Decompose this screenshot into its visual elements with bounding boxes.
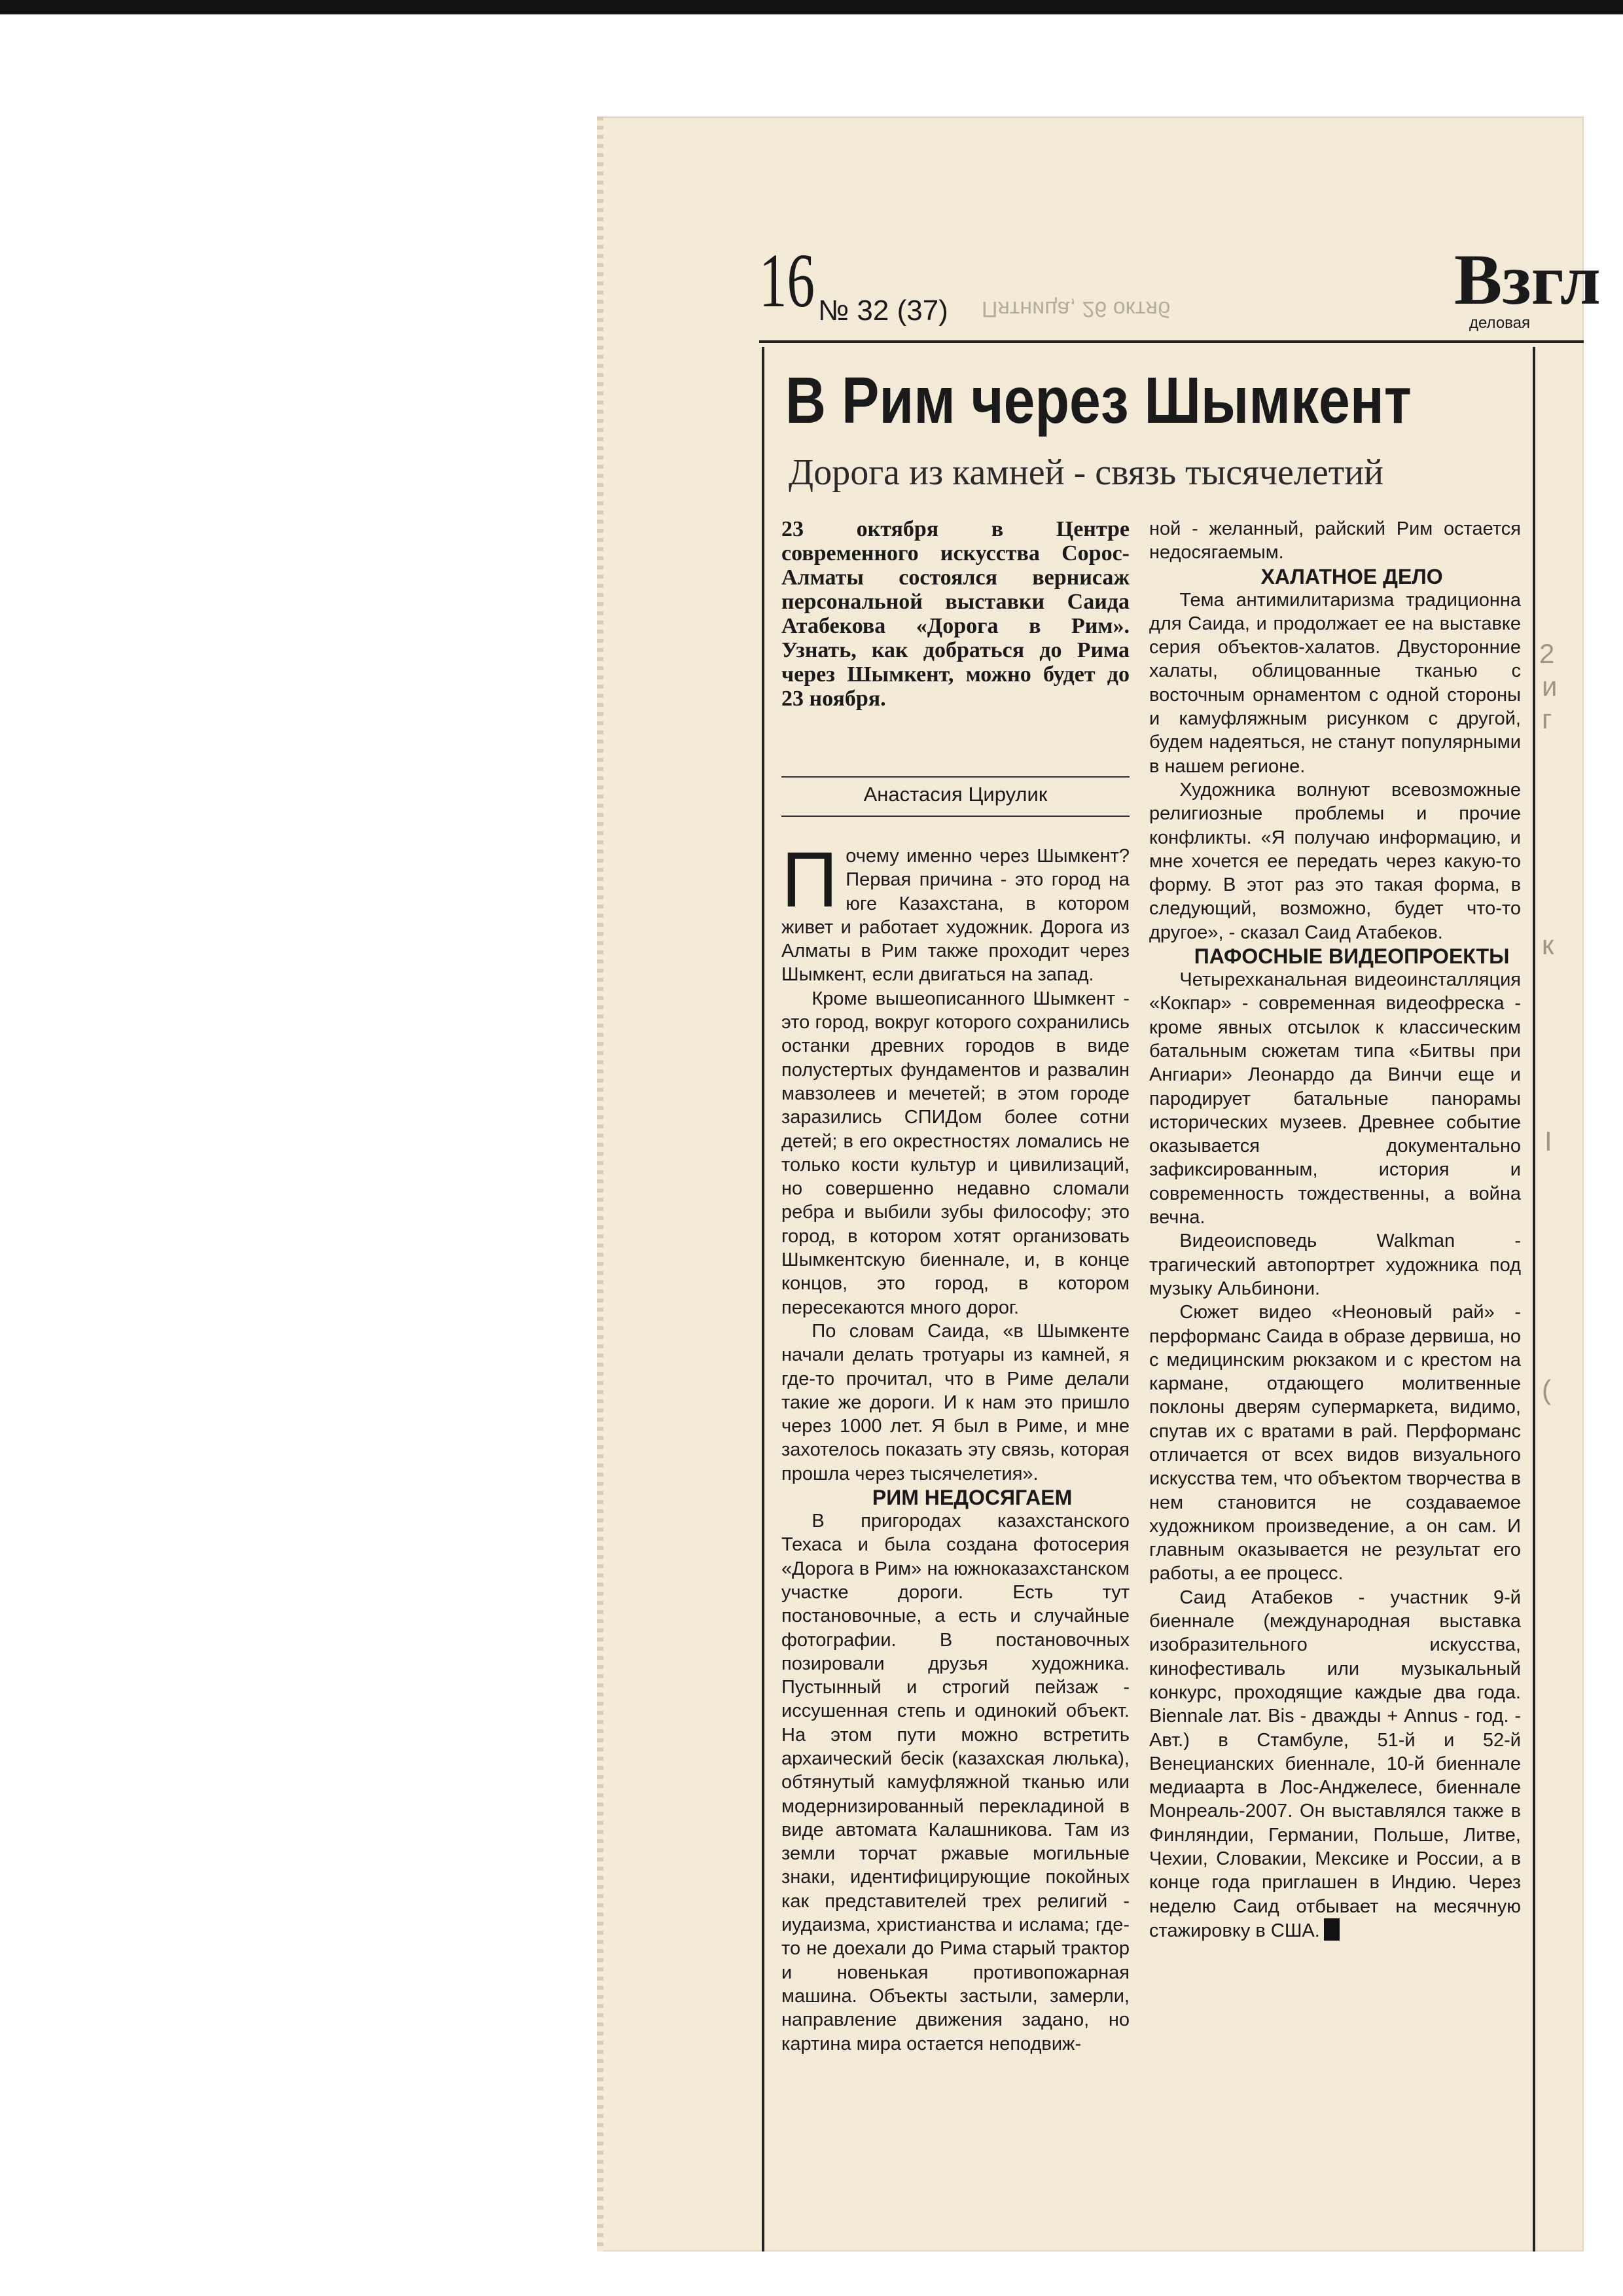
- paragraph: Кроме вышеописанного Шымкент - это город, вокруг которого сохранились останки древних городов в виде полустертых фундаментов и развалин мавзолеев и мечетей; в этом городе заразились СПИДом более сотни детей; в его окрестностях ломались не только кости культур и цивилизаций, но совершенно недавно сломали ребра и выбили зубы философу; это город, в котором хотят организовать Шымкентскую биеннале, и, в конце концов, это город, в котором пересекаются много дорог.: [781, 988, 1130, 1318]
- paragraph: Видеоисповедь Walkman - трагический автопортрет художника под музыку Альбинони.: [1149, 1230, 1521, 1299]
- left-column: [781, 836, 1130, 2056]
- end-mark: [1324, 1918, 1340, 1941]
- paragraph: ной - желанный, райский Рим остается недосягаемым.: [1149, 518, 1521, 564]
- paragraph: Саид Атабеков - участник 9-й биеннале (международная выставка изобразительного искусства, кинофестиваль или музыкальный конкурс, проходящие каждые два года. Biennale лат. Bis - дважды + Annus - год. - Авт.) в Стамбуле, 51-й и 52-й Венецианских биеннале, 10-й биеннале медиаарта в Лос-Анджелесе, биеннале Монреаль-2007. Он выставлялся также в Финляндии, Германии, Польше, Литве, Чехии, Словакии, Мексике и России, а в конце года приглашен в Индию. Через неделю Саид отбывает на месячную стажировку в США.: [1149, 1587, 1521, 1941]
- page-number: 16: [759, 238, 815, 323]
- right-column: [1149, 517, 1521, 1943]
- masthead-subtitle: деловая: [1469, 314, 1530, 332]
- section-heading: РИМ НЕДОСЯГАЕМ: [872, 1486, 1073, 1510]
- scan-top-border: [0, 0, 1623, 14]
- bleed-through-letter: (: [1542, 1374, 1551, 1405]
- subheadline: Дорога из камней - связь тысячелетий: [789, 452, 1384, 493]
- paragraph: Почему именно через Шымкент? Первая причина - это город на юге Казахстана, в котором живет и работает художник. Дорога из Алматы в Рим также проходит через Шымкент, если двигаться на запад.: [781, 836, 1130, 986]
- bleed-through-letter: г: [1542, 704, 1552, 734]
- paragraph: В пригородах казахстанского Техаса и была создана фотосерия «Дорога в Рим» на южноказахстанском участке дороги. Есть тут постановочные, а есть и случайные фотографии. В постановочных позировали друзья художника. Пустынный и строгий пейзаж - иссушенная степь и одинокий объект. На этом пути можно встретить архаический бесік (казахская люлька), обтянутый камуфляжной тканью или модернизированный перекладиной в виде автомата Калашникова. Там из земли торчат ржавые могильные знаки, идентифицирующие покойных как представителей трех религий - иудаизма, христианства и ислама; где-то не доехали до Рима старый трактор и новенькая противопожарная машина. Объекты застыли, замерли, направление движения задано, но картина мира остается неподвиж-: [781, 1511, 1130, 2054]
- byline: Анастасия Цирулик: [863, 783, 1048, 806]
- issue-number: № 32 (37): [818, 295, 948, 327]
- byline-rule-top: [781, 776, 1130, 778]
- date-bleed-through: Пятница, 26 октяб: [982, 296, 1171, 321]
- headline: В Рим через Шымкент: [785, 364, 1412, 437]
- lead-paragraph: 23 октября в Центре современного искусства Сорос-Алматы состоялся вернисаж персональной выставки Саида Атабекова «Дорога в Рим». Узнать, как добраться до Рима через Шымкент, можно будет до 23 ноября.: [781, 517, 1130, 711]
- bleed-through-letter: 2: [1539, 638, 1555, 669]
- paragraph: Четырехканальная видеоинсталляция «Кокпар» - современная видеофреска - кроме явных отсылок к классическим батальным сюжетам типа «Битвы при Ангиари» Леонардо да Винчи еще и пародирует батальные панорамы исторических музеев. Древнее событие оказывается документально зафиксированным, история и современность тождественны, а война вечна.: [1149, 969, 1521, 1229]
- paragraph: Художника волнуют всевозможные религиозные проблемы и прочие конфликты. «Я получаю информацию, и мне хочется ее передать через какую-то форму. В этот раз это такая форма, в следующий, возможно, будет что-то другое», - сказал Саид Атабеков.: [1149, 779, 1521, 943]
- header-rule: [759, 340, 1584, 343]
- torn-edge: [597, 117, 603, 2251]
- bleed-through-letter: и: [1542, 671, 1558, 702]
- bleed-through-letter: I: [1544, 1126, 1552, 1157]
- paragraph: Сюжет видео «Неоновый рай» - перформанс Саида в образе дервиша, но с медицинским рюкзаком и с крестом на кармане, отдающего молитвенные поклоны дверям супермаркета, видимо, спутав их с вратами в рай. Перформанс отличается от всех видов визуального искусства тем, что объектом творчества в нем становится не создаваемое художником произведение, а он сам. И главным оказывается не результат его работы, а ее процесс.: [1149, 1302, 1521, 1585]
- bleed-through-letter: к: [1542, 929, 1554, 960]
- section-heading: ХАЛАТНОЕ ДЕЛО: [1260, 564, 1443, 588]
- paragraph: По словам Саида, «в Шымкенте начали делать тротуары из камней, я где-то прочитал, что в Риме делали такие же дороги. И к нам это пришло через 1000 лет. Я был в Риме, и мне захотелось показать эту связь, которая прошла через тысячелетия».: [781, 1320, 1130, 1484]
- byline-rule-bottom: [781, 816, 1130, 817]
- section-heading: ПАФОСНЫЕ ВИДЕОПРОЕКТЫ: [1194, 944, 1510, 969]
- paragraph: Тема антимилитаризма традиционна для Саида, и продолжает ее на выставке серия объектов-халатов. Двусторонние халаты, облицованные тканью с восточным орнаментом с одной стороны и камуфляжным рисунком с другой, будем надеяться, не станут популярными в нашем регионе.: [1149, 589, 1521, 777]
- masthead-title: Взгл: [1454, 240, 1601, 319]
- drop-cap: П: [781, 836, 838, 924]
